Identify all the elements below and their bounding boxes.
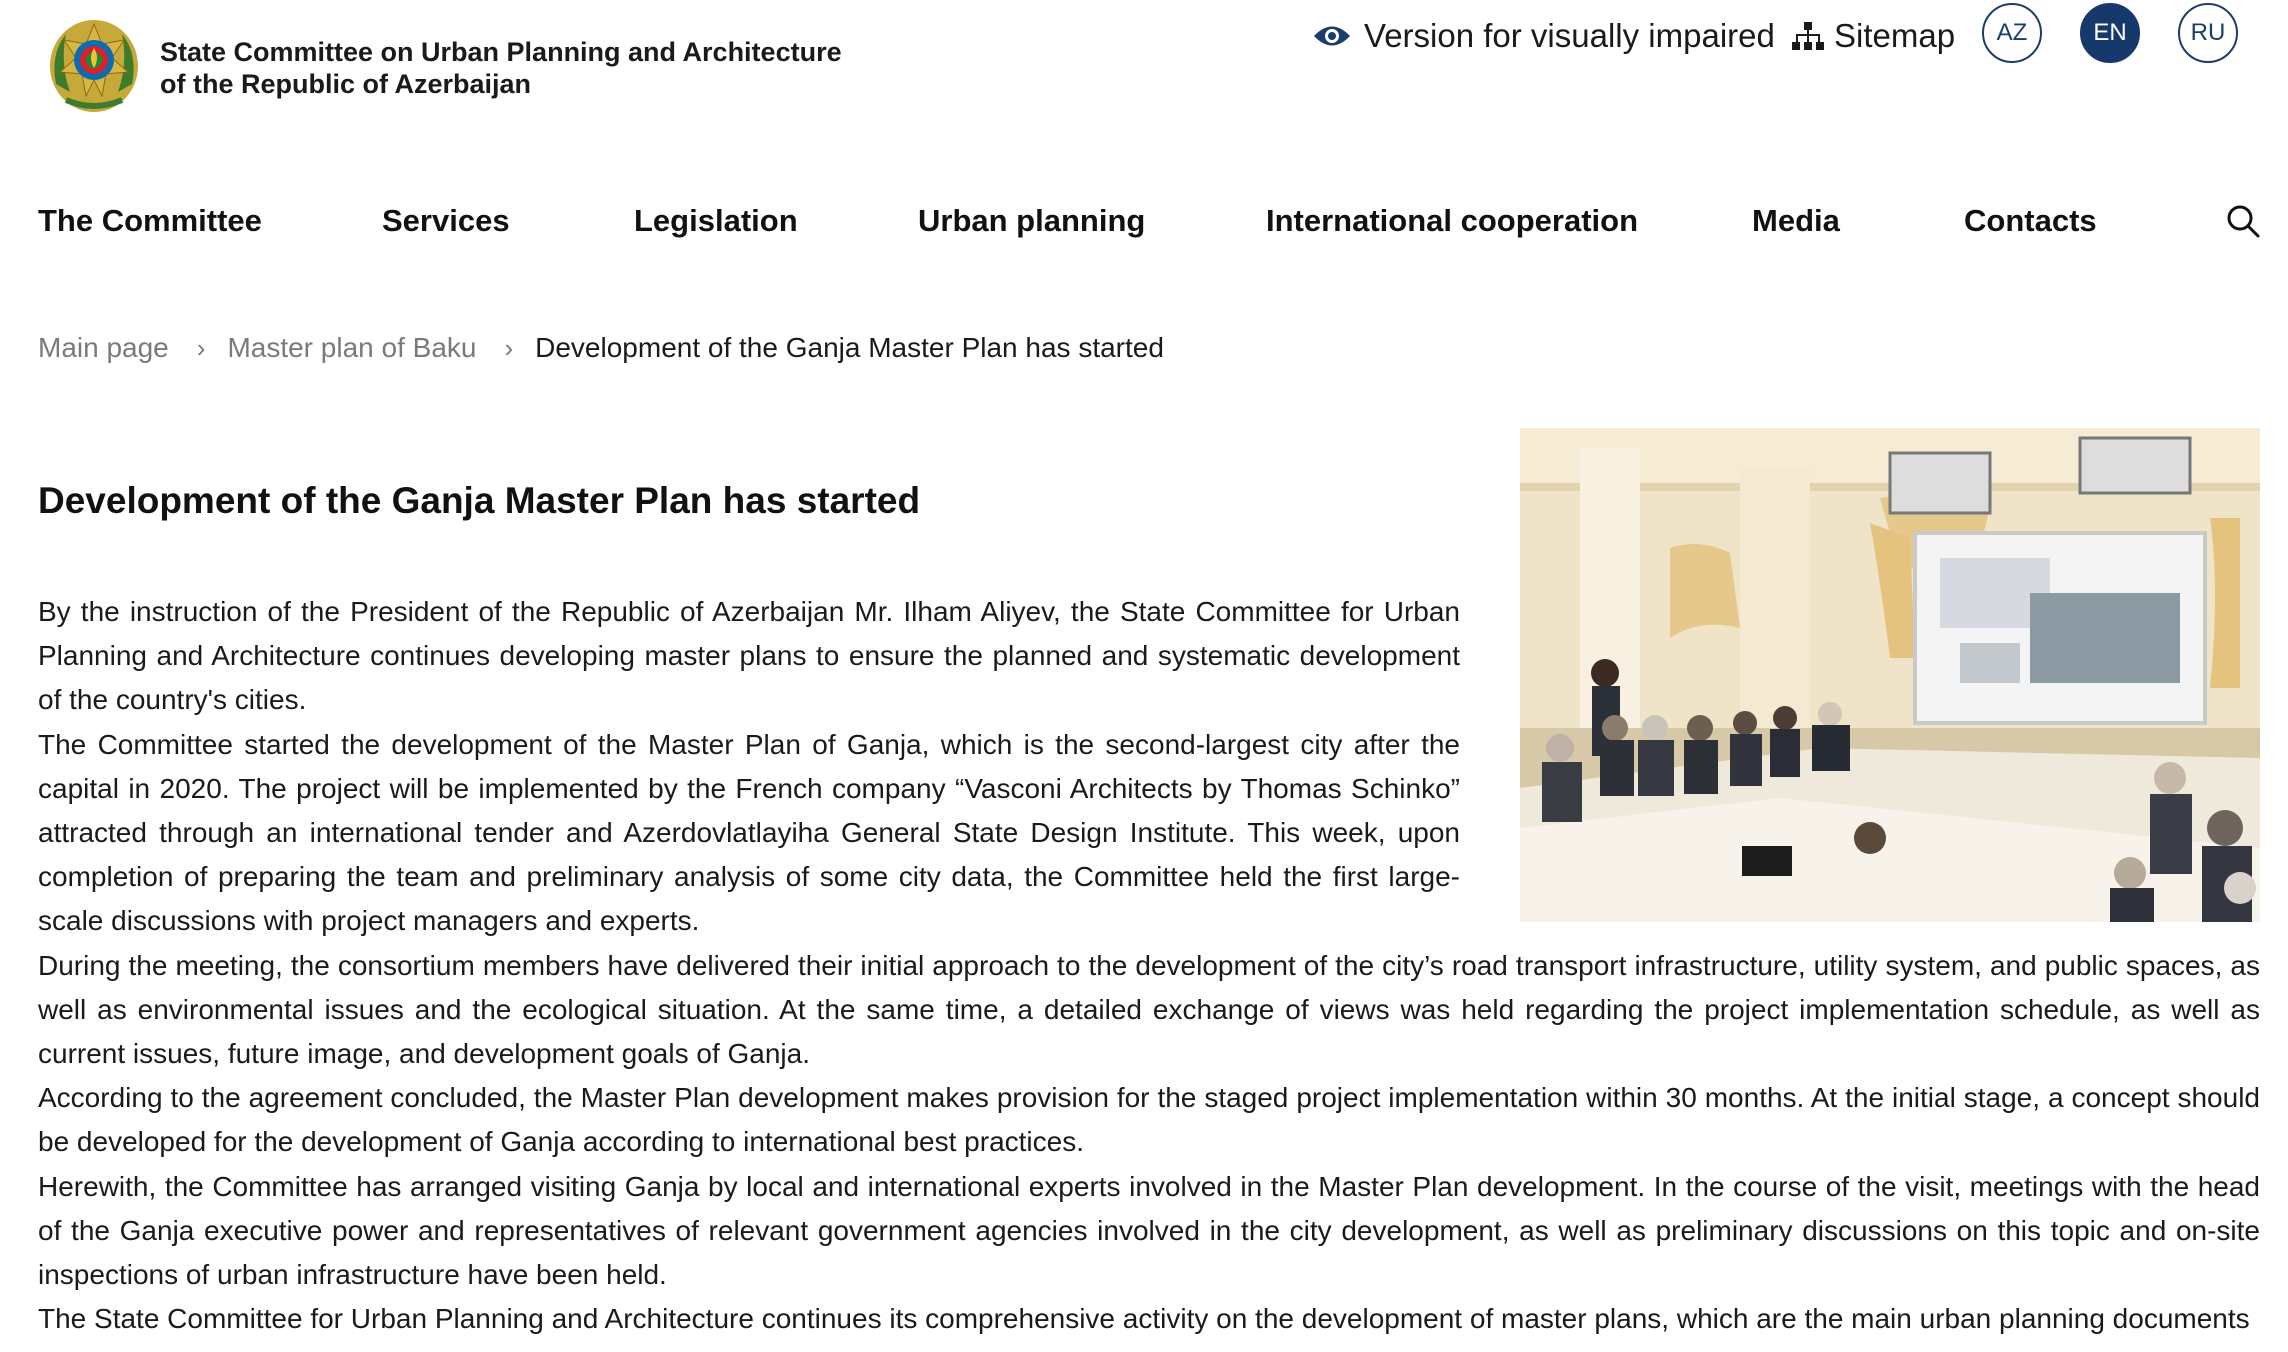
visually-impaired-link[interactable] bbox=[1312, 14, 1775, 58]
lang-az-button[interactable]: AZ bbox=[1982, 3, 2042, 63]
organization-name-line2: of the Republic of Azerbaijan bbox=[160, 69, 532, 99]
site-header bbox=[0, 0, 2288, 150]
article-paragraph: The State Committee for Urban Planning and Architecture continues its comprehensive activity on the development of master plans, which are the main urban planning documents bbox=[38, 1303, 2250, 1335]
sitemap-link[interactable] bbox=[1792, 14, 1955, 58]
eye-icon bbox=[1312, 23, 1352, 49]
nav-item-legislation[interactable]: Legislation bbox=[634, 203, 798, 238]
chevron-right-icon: › bbox=[196, 332, 206, 363]
search-icon[interactable] bbox=[2226, 204, 2260, 238]
article-paragraph: The Committee started the development of the Master Plan of Ganja, which is the second-largest city after the capital in 2020. The project will be implemented by the French company “Vasconi Architects by Thomas Schinko” attracted through an international tender and Azerdovlatlayiha General State Design Institute. This week, upon completion of preparing the team and preliminary analysis of some city data, the Committee held the first large-scale discussions with project managers and experts. bbox=[38, 728, 1460, 937]
article-paragraph: By the instruction of the President of the Republic of Azerbaijan Mr. Ilham Aliyev, the State Committee for Urban Planning and Architecture continues developing master plans to ensure the planned and systematic development of the country's cities. bbox=[38, 596, 1460, 716]
breadcrumb-current-page: Development of the Ganja Master Plan has started bbox=[535, 332, 1164, 363]
state-emblem-logo[interactable] bbox=[46, 14, 142, 114]
sitemap-icon bbox=[1792, 22, 1824, 50]
organization-name[interactable] bbox=[160, 36, 920, 100]
chevron-right-icon: › bbox=[504, 332, 514, 363]
article-paragraph: During the meeting, the consortium members have delivered their initial approach to the development of the city’s road transport infrastructure, utility system, and public spaces, as well as environmental issues and the ecological situation. At the same time, a detailed exchange of views was held regarding the project implementation schedule, as well as current issues, future image, and development goals of Ganja. bbox=[38, 949, 2260, 1070]
breadcrumb bbox=[38, 328, 1164, 368]
article-paragraph: According to the agreement concluded, the Master Plan development makes provision for the staged project implementation within 30 months. At the initial stage, a concept should be developed for the development of Ganja according to international best practices. bbox=[38, 1082, 2260, 1158]
lang-en-button[interactable]: EN bbox=[2080, 3, 2140, 63]
breadcrumb-main-page[interactable]: Main page bbox=[38, 332, 169, 363]
nav-item-media[interactable]: Media bbox=[1752, 203, 1840, 238]
article-paragraph: Herewith, the Committee has arranged visiting Ganja by local and international experts involved in the Master Plan development. In the course of the visit, meetings with the head of the Ganja executive power and representatives of relevant government agencies involved in the city development, as well as preliminary discussions on this topic and on-site inspections of urban infrastructure have been held. bbox=[38, 1170, 2260, 1291]
nav-item-services[interactable]: Services bbox=[382, 203, 510, 238]
sitemap-label: Sitemap bbox=[1834, 17, 1956, 54]
lang-ru-button[interactable]: RU bbox=[2178, 3, 2238, 63]
organization-name-line1: State Committee on Urban Planning and Architecture bbox=[160, 37, 842, 67]
nav-item-contacts[interactable]: Contacts bbox=[1964, 203, 2097, 238]
main-navigation bbox=[0, 196, 2288, 246]
breadcrumb-master-plan-baku[interactable]: Master plan of Baku bbox=[227, 332, 477, 363]
nav-item-international-cooperation[interactable]: International cooperation bbox=[1266, 203, 1639, 238]
nav-item-urban-planning[interactable]: Urban planning bbox=[918, 203, 1146, 238]
article-title: Development of the Ganja Master Plan has started bbox=[38, 480, 921, 521]
nav-item-committee[interactable]: The Committee bbox=[38, 203, 262, 238]
visually-impaired-label: Version for visually impaired bbox=[1364, 17, 1775, 54]
article-body bbox=[38, 590, 2260, 1341]
